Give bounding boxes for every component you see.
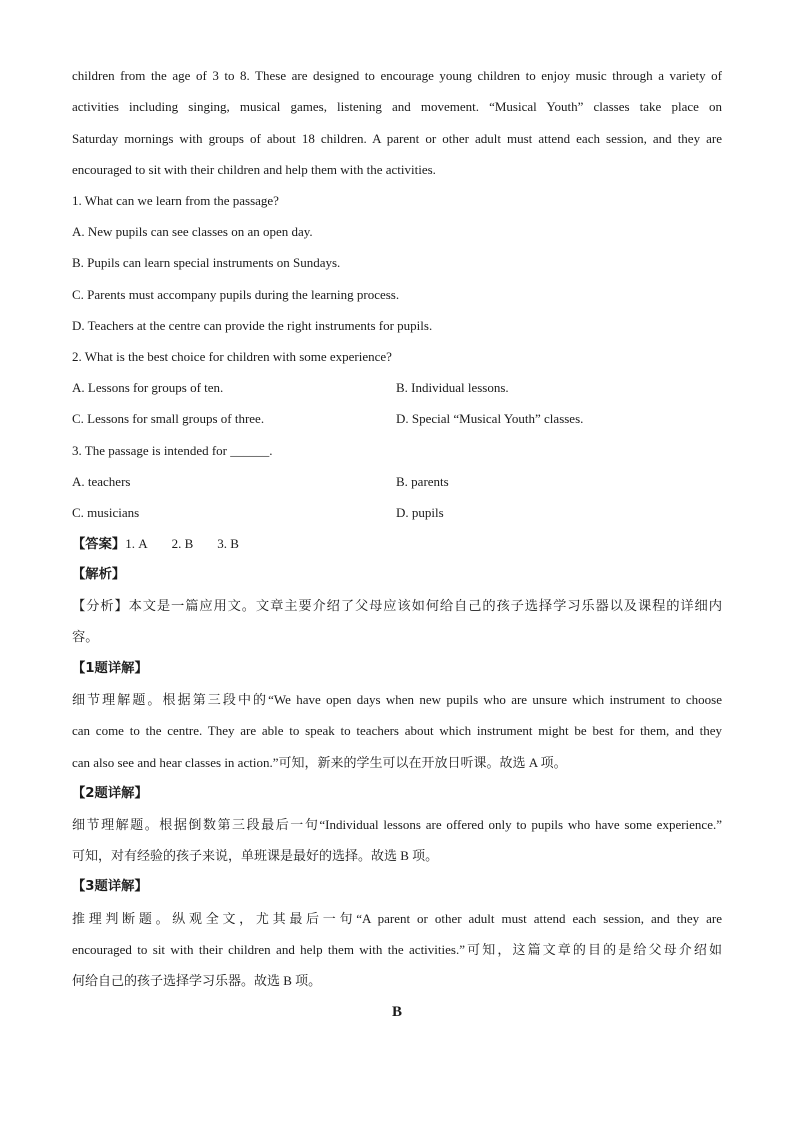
- question-1-stem: 1. What can we learn from the passage?: [72, 193, 279, 208]
- q3-detail-line: 推理判断题。纵观全文，尤其最后一句“A parent or other adult must attend each session, and they are: [72, 911, 722, 926]
- analysis-heading: 【解析】: [72, 567, 126, 582]
- passage-line: Saturday mornings with groups of about 18 children. A parent or other adult must attend each session, and they are: [72, 131, 722, 146]
- analysis-summary: 【分析】本文是一篇应用文。文章主要介绍了父母应该如何给自己的孩子选择学习乐器以及课程的详细内: [72, 599, 722, 614]
- q2-detail-heading: 【2题详解】: [72, 786, 148, 801]
- q1-detail-line: 细节理解题。根据第三段中的“We have open days when new pupils who are unsure which instrument to choose: [72, 692, 722, 707]
- q1-detail-line: can also see and hear classes in action.”可知，新来的学生可以在开放日听课。故选 A 项。: [72, 755, 567, 770]
- q1-detail-line: can come to the centre. They are able to speak to teachers about which instrument might be best for them, and they: [72, 723, 722, 738]
- passage-line: encouraged to sit with their children and help them with the activities.: [72, 162, 436, 177]
- q1-detail-heading: 【1题详解】: [72, 661, 148, 676]
- question-2-option-d: D. Special “Musical Youth” classes.: [396, 411, 584, 426]
- answer-line: [72, 536, 239, 553]
- question-2-option-a: A. Lessons for groups of ten.: [72, 380, 224, 395]
- question-1-option-a: A. New pupils can see classes on an open day.: [72, 224, 313, 239]
- question-1-option-d: D. Teachers at the centre can provide the right instruments for pupils.: [72, 318, 433, 333]
- q3-detail-heading: 【3题详解】: [72, 879, 148, 894]
- passage-line: activities including singing, musical games, listening and movement. “Musical Youth” classes take place on: [72, 99, 722, 114]
- q3-detail-line: 何给自己的孩子选择学习乐器。故选 B 项。: [72, 973, 322, 988]
- answer-item: 1. A: [125, 536, 148, 551]
- passage-line: children from the age of 3 to 8. These are designed to encourage young children to enjoy music through a variety of: [72, 68, 722, 83]
- q2-detail-line: 可知，对有经验的孩子来说，单班课是最好的选择。故选 B 项。: [72, 848, 439, 863]
- answer-item: 2. B: [171, 536, 194, 551]
- question-3-option-a: A. teachers: [72, 474, 131, 489]
- question-3-option-d: D. pupils: [396, 505, 444, 520]
- question-2-option-b: B. Individual lessons.: [396, 380, 509, 395]
- answer-label: 【答案】: [72, 537, 126, 552]
- question-1-option-c: C. Parents must accompany pupils during the learning process.: [72, 287, 400, 302]
- q3-detail-line: encouraged to sit with their children and help them with the activities.”可知，这篇文章的目的是给父母介绍如: [72, 942, 722, 957]
- section-label: B: [391, 1004, 402, 1020]
- question-3-option-b: B. parents: [396, 474, 449, 489]
- answer-item: 3. B: [217, 536, 239, 551]
- question-2-stem: 2. What is the best choice for children with some experience?: [72, 349, 392, 364]
- question-1-option-b: B. Pupils can learn special instruments on Sundays.: [72, 255, 341, 270]
- question-2-option-c: C. Lessons for small groups of three.: [72, 411, 265, 426]
- question-3-stem: 3. The passage is intended for ______.: [72, 443, 273, 458]
- q2-detail-line: 细节理解题。根据倒数第三段最后一句“Individual lessons are offered only to pupils who have some experience.”: [72, 817, 722, 832]
- analysis-summary: 容。: [72, 630, 99, 645]
- question-3-option-c: C. musicians: [72, 505, 140, 520]
